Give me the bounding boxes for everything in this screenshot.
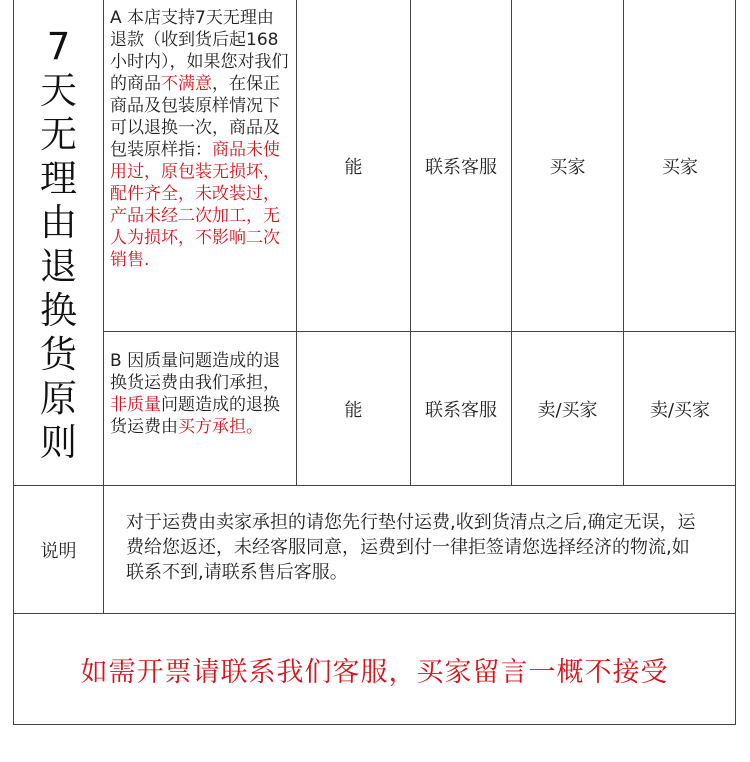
title-char: 由 <box>40 201 77 244</box>
title-char: 货 <box>40 333 77 376</box>
title-char: 无 <box>40 113 77 156</box>
row-b-contact: 联系客服 <box>425 399 497 421</box>
title-char: 7 <box>46 25 71 68</box>
grid-line <box>13 485 736 486</box>
invoice-notice: 如需开票请联系我们客服，买家留言一概不接受 <box>80 656 669 688</box>
row-b-can-return: 能 <box>344 399 363 421</box>
row-a-can-return: 能 <box>344 156 363 178</box>
row-a-contact: 联系客服 <box>425 156 497 178</box>
highlight-text: 买方承担。 <box>178 417 263 437</box>
title-char: 则 <box>40 421 77 464</box>
policy-title-vertical <box>14 25 103 465</box>
row-a-condition <box>110 7 290 271</box>
title-char: 理 <box>40 157 77 200</box>
highlight-text: 商品未使用过，原包装无损坏，配件齐全，未改装过，产品未经二次加工，无人为损坏，不影响二次销售. <box>110 140 280 270</box>
row-b-condition <box>110 350 292 438</box>
highlight-text: 不满意 <box>161 74 212 94</box>
grid-line <box>103 0 104 614</box>
row-a-col4: 买家 <box>549 156 586 178</box>
row-b-col5: 卖/买家 <box>649 399 711 421</box>
note-text: 对于运费由卖家承担的请您先行垫付运费,收到货清点之后,确定无误，运费给您返还，未经客服同意，运费到付一律拒签请您选择经济的物流,如联系不到,请联系售后客服。 <box>126 512 696 583</box>
title-char: 换 <box>40 289 77 332</box>
title-char: 退 <box>40 245 77 288</box>
condition-text: B 因质量问题造成的退换货运费由我们承担， <box>110 351 281 393</box>
row-a-col5: 买家 <box>662 156 698 178</box>
title-char: 天 <box>40 69 77 112</box>
condition-text: 问题造成的退换货运费由 <box>110 395 280 437</box>
condition-text: A 本店支持7天无理由退款（收到货后起168小时内），如果您对我们的商品 <box>110 8 289 94</box>
note-label: 说明 <box>40 540 77 562</box>
row-b-col4: 卖/买家 <box>537 399 598 421</box>
condition-text: ，在保正商品及包装原样情况下可以退换一次，商品及包装原样指： <box>110 74 280 160</box>
highlight-text: 非质量 <box>110 395 161 415</box>
title-char: 原 <box>40 377 77 420</box>
